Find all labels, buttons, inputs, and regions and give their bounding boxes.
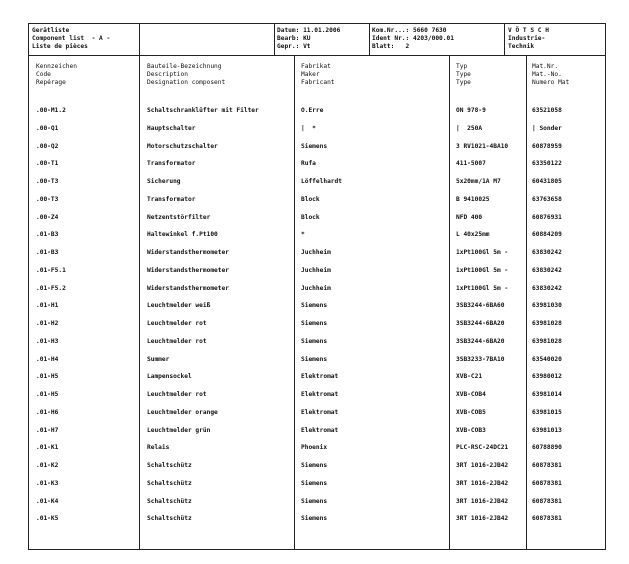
row-type: 3SB3244-6BA20: [456, 320, 505, 327]
row-description: Lampensockel: [147, 373, 192, 381]
row-mat-nr: 63981028: [532, 320, 562, 327]
row-maker: Siemens: [301, 497, 328, 505]
row-maker: Siemens: [301, 302, 328, 310]
row-mat-nr: 63981014: [532, 391, 562, 398]
row-mat-nr: 60876931: [532, 213, 562, 221]
row-maker: Elektromat: [301, 426, 339, 434]
row-code: .01-B3: [36, 249, 59, 256]
row-type: 1xPt100Gl 5m -: [456, 266, 509, 274]
row-code: .01-H5: [36, 373, 59, 381]
row-mat-nr: 63521058: [532, 107, 562, 114]
row-code: .01-B3: [36, 231, 59, 239]
row-maker: Phoenix: [301, 444, 328, 452]
row-description: Transformator: [147, 160, 196, 168]
company-line2: Industrie-: [508, 35, 546, 42]
row-description: Leuchtmelder orange: [147, 408, 218, 416]
ident-field: Ident Nr.: 4203/000.01: [372, 35, 454, 42]
row-code: .01-K3: [36, 479, 59, 487]
row-description: Sicherung: [147, 178, 181, 185]
row-mat-nr: 60788890: [532, 444, 562, 452]
table-row: [29, 409, 607, 419]
row-type: | 250A: [456, 124, 483, 132]
row-maker: Siemens: [301, 355, 328, 363]
row-description: Schaltschütz: [147, 497, 192, 505]
row-mat-nr: 63981028: [532, 337, 562, 345]
row-code: .01-H2: [36, 320, 59, 327]
row-code: .01-K1: [36, 444, 59, 452]
row-code: .00-T3: [36, 195, 59, 203]
row-maker: | *: [301, 124, 316, 132]
row-type: B 9410025: [456, 195, 490, 203]
table-row: [29, 125, 607, 135]
row-maker: Juchheim: [301, 266, 331, 274]
row-mat-nr: 60878381: [532, 479, 562, 487]
row-maker: Siemens: [301, 515, 328, 523]
row-code: .00-T1: [36, 160, 59, 168]
row-description: Motorschutzschalter: [147, 142, 218, 150]
row-description: Relais: [147, 444, 170, 452]
header-type: Typ Type Type: [456, 63, 471, 86]
row-type: PLC-RSC-24DC21: [456, 444, 509, 452]
row-description: Widerstandsthermometer: [147, 249, 229, 256]
table-row: [29, 285, 607, 295]
table-row: [29, 356, 607, 366]
row-mat-nr: 60878381: [532, 462, 562, 469]
row-type: L 40x25mm: [456, 231, 490, 239]
row-maker: Block: [301, 213, 320, 221]
row-code: .01-K4: [36, 497, 59, 505]
row-mat-nr: 63763658: [532, 195, 562, 203]
gepr-field: Gepr.: Vt: [277, 43, 311, 50]
row-mat-nr: | Sonder: [532, 124, 562, 132]
row-code: .01-K2: [36, 462, 59, 469]
table-row: [29, 338, 607, 348]
row-type: 3SB3244-6BA60: [456, 302, 505, 310]
header-mat-nr: Mat.Nr. Mat.-No. Numero Mat: [532, 63, 570, 86]
table-row: [29, 462, 607, 472]
row-mat-nr: 63830242: [532, 284, 562, 292]
row-description: Leuchtmelder rot: [147, 320, 207, 327]
table-row: [29, 373, 607, 383]
row-code: .01-F5.1: [36, 266, 66, 274]
table-row: [29, 231, 607, 241]
row-description: Transformator: [147, 195, 196, 203]
row-maker: Löffelhardt: [301, 178, 342, 185]
table-row: [29, 302, 607, 312]
title-block-bottom-line: [29, 55, 605, 56]
kom-field: Kom.Nr...: 5660 7630: [372, 27, 447, 34]
row-code: .01-H7: [36, 426, 59, 434]
table-row: [29, 214, 607, 224]
row-maker: O.Erre: [301, 107, 324, 114]
table-row: [29, 249, 607, 259]
title-divider: [369, 24, 370, 55]
row-maker: Siemens: [301, 337, 328, 345]
title-divider: [139, 24, 140, 55]
row-maker: Siemens: [301, 462, 328, 469]
row-mat-nr: 63540020: [532, 355, 562, 363]
bearb-field: Bearb: KU: [277, 35, 311, 42]
blatt-field: Blatt: 2: [372, 43, 410, 50]
row-code: .01-H1: [36, 302, 59, 310]
row-type: 3SB3244-6BA20: [456, 337, 505, 345]
company-line3: Technik: [508, 43, 535, 50]
row-description: Leuchtmelder grün: [147, 426, 211, 434]
row-description: Widerstandsthermometer: [147, 266, 229, 274]
header-code: Kennzeichen Code Repérage: [36, 63, 77, 86]
row-maker: Siemens: [301, 320, 328, 327]
row-mat-nr: 60878381: [532, 497, 562, 505]
row-type: XVB-COB5: [456, 408, 486, 416]
row-type: XVB-COB3: [456, 426, 486, 434]
title-divider: [274, 24, 275, 55]
row-code: .00-Q2: [36, 142, 59, 150]
row-maker: Elektromat: [301, 391, 339, 398]
row-description: Schaltschranklüfter mit Filter: [147, 107, 259, 114]
table-row: [29, 267, 607, 277]
row-mat-nr: 63980012: [532, 373, 562, 381]
row-mat-nr: 63830242: [532, 249, 562, 256]
table-row: [29, 160, 607, 170]
header-description: Bauteile-Bezeichnung Description Designation composent: [147, 63, 226, 86]
table-row: [29, 178, 607, 188]
row-description: Leuchtmelder rot: [147, 337, 207, 345]
parts-list-sheet: [28, 23, 606, 550]
table-row: [29, 498, 607, 508]
row-type: 3SB3233-7BA10: [456, 355, 505, 363]
table-row: [29, 320, 607, 330]
row-maker: Siemens: [301, 479, 328, 487]
row-maker: Juchheim: [301, 249, 331, 256]
row-mat-nr: 60884209: [532, 231, 562, 239]
row-code: .01-H5: [36, 391, 59, 398]
table-row: [29, 143, 607, 153]
doc-title: Gerätliste: [32, 27, 70, 34]
row-mat-nr: 60878381: [532, 515, 562, 523]
row-maker: Block: [301, 195, 320, 203]
row-code: .01-H3: [36, 337, 59, 345]
table-row: [29, 427, 607, 437]
row-type: 3 RV1021-4BA10: [456, 142, 509, 150]
company-name: V Ö T S C H: [508, 27, 549, 34]
row-maker: Elektromat: [301, 373, 339, 381]
table-row: [29, 444, 607, 454]
row-mat-nr: 63981013: [532, 426, 562, 434]
table-row: [29, 107, 607, 117]
row-description: Schaltschütz: [147, 479, 192, 487]
row-type: 3RT 1016-2JB42: [456, 462, 509, 469]
row-description: Schaltschütz: [147, 515, 192, 523]
row-maker: Juchheim: [301, 284, 331, 292]
header-maker: Fabrikat Maker Fabricant: [301, 63, 335, 86]
row-description: Hauptschalter: [147, 124, 196, 132]
row-type: XVB-C21: [456, 373, 483, 381]
row-mat-nr: 63830242: [532, 266, 562, 274]
row-mat-nr: 60431805: [532, 178, 562, 185]
row-type: XVB-COB4: [456, 391, 486, 398]
row-type: NFD 400: [456, 213, 483, 221]
row-code: .01-H6: [36, 408, 59, 416]
row-code: .00-M1.2: [36, 107, 66, 114]
datum-field: Datum: 11.01.2006: [277, 27, 341, 34]
row-type: 3RT 1016-2JB42: [456, 479, 509, 487]
row-description: Haltewinkel f.Pt100: [147, 231, 218, 239]
row-code: .01-K5: [36, 515, 59, 523]
row-maker: Siemens: [301, 142, 328, 150]
row-code: .01-H4: [36, 355, 59, 363]
row-code: .00-Z4: [36, 213, 59, 221]
row-code: .00-T3: [36, 178, 59, 185]
row-description: Schaltschütz: [147, 462, 192, 469]
row-description: Summer: [147, 355, 170, 363]
row-code: .00-Q1: [36, 124, 59, 132]
row-type: 3RT 1016-2JB42: [456, 497, 509, 505]
table-row: [29, 196, 607, 206]
row-type: 411-5007: [456, 160, 486, 168]
title-divider: [504, 24, 505, 55]
row-description: Netzentstörfilter: [147, 213, 211, 221]
row-type: 3RT 1016-2JB42: [456, 515, 509, 523]
row-maker: Rufa: [301, 160, 316, 168]
row-type: 5x20mm/1A M7: [456, 178, 501, 185]
doc-title-en: Component list - A -: [32, 35, 111, 42]
table-row: [29, 391, 607, 401]
row-description: Leuchtmelder weiß: [147, 302, 211, 310]
doc-title-fr: Liste de pièces: [32, 43, 88, 50]
row-type: 1xPt100Gl 5m -: [456, 249, 509, 256]
row-description: Widerstandsthermometer: [147, 284, 229, 292]
row-maker: Elektromat: [301, 408, 339, 416]
row-type: 1xPt100Gl 5m -: [456, 284, 509, 292]
row-type: ON 978-9: [456, 107, 486, 114]
row-mat-nr: 63981030: [532, 302, 562, 310]
row-mat-nr: 63350122: [532, 160, 562, 168]
table-row: [29, 480, 607, 490]
row-mat-nr: 60878959: [532, 142, 562, 150]
row-mat-nr: 63981015: [532, 408, 562, 416]
table-row: [29, 515, 607, 525]
row-code: .01-F5.2: [36, 284, 66, 292]
row-maker: *: [301, 231, 305, 239]
row-description: Leuchtmelder rot: [147, 391, 207, 398]
